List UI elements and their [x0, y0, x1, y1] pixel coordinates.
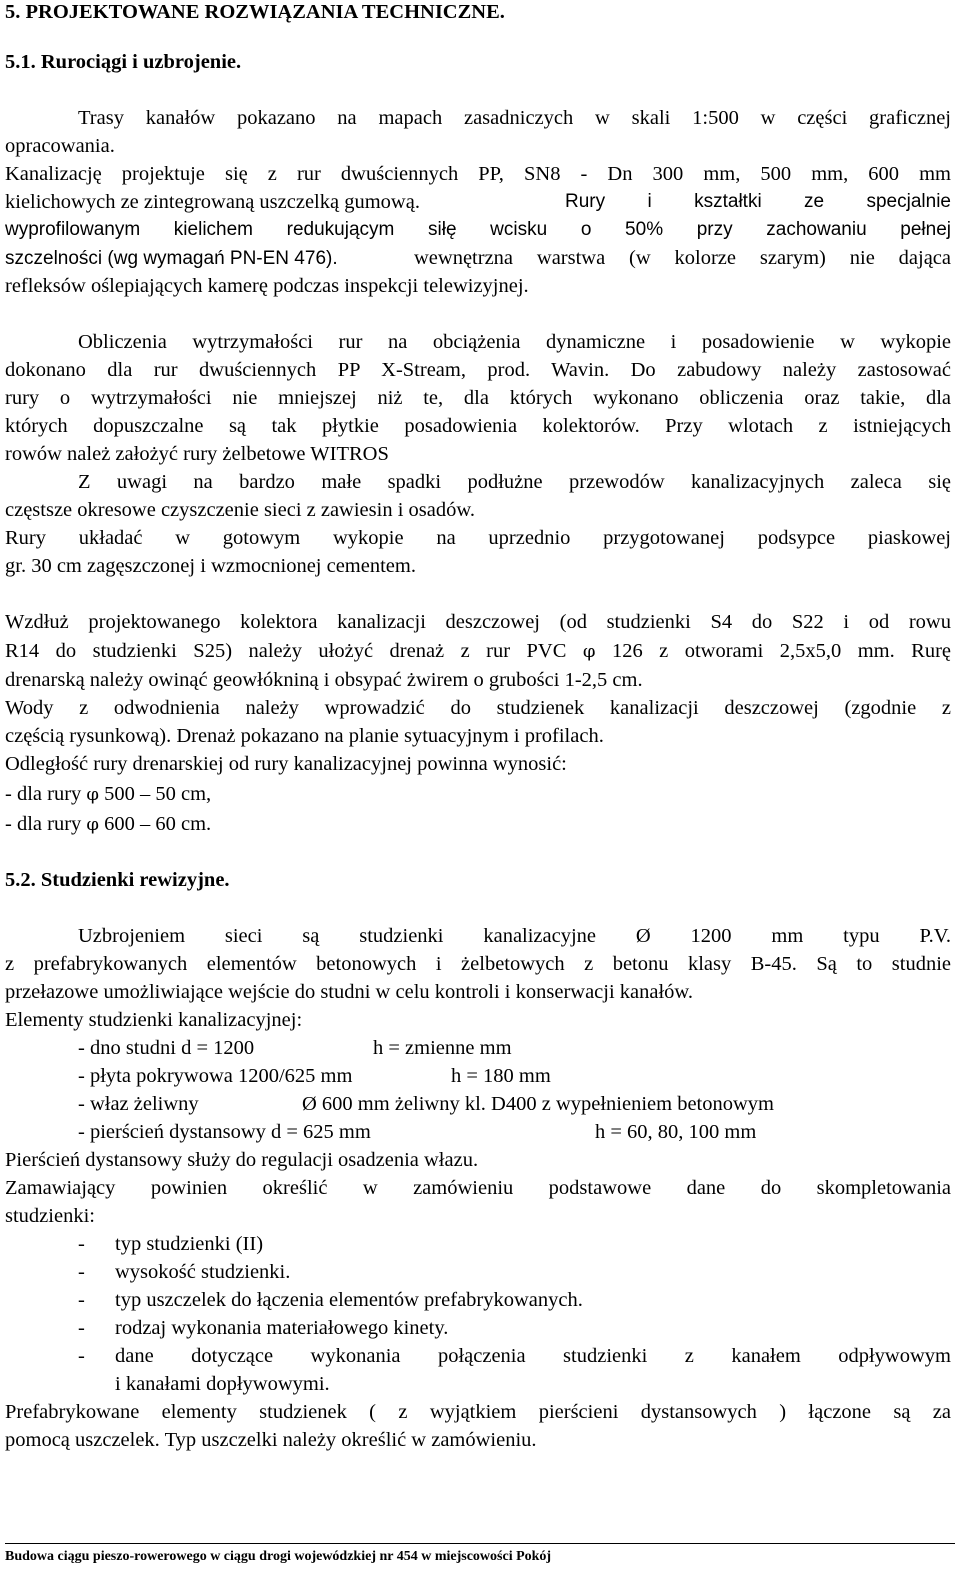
page-footer: Budowa ciągu pieszo-rowerowego w ciągu drogi wojewódzkiej nr 454 w miejscowości Pokój — [5, 1549, 552, 1564]
text-line: Wody z odwodnienia należy wprowadzić do studzienek kanalizacji deszczowej (zgodnie z — [5, 697, 951, 719]
text-line: Obliczenia wytrzymałości rur na obciążenia dynamiczne i posadowienie w wykopie — [78, 331, 951, 353]
list-dash: - — [78, 1233, 85, 1255]
text-line: Zamawiający powinien określić w zamówieniu podstawowe dane do skompletowania — [5, 1177, 951, 1199]
text-line: Pierścień dystansowy służy do regulacji osadzenia włazu. — [5, 1149, 479, 1171]
text-line: refleksów oślepiających kamerę podczas inspekcji telewizyjnej. — [5, 275, 529, 297]
text-line: Trasy kanałów pokazano na mapach zasadniczych w skali 1:500 w części graficznej — [78, 107, 951, 129]
list-dash: - — [78, 1289, 85, 1311]
text-line: Wzdłuż projektowanego kolektora kanalizacji deszczowej (od studzienki S4 do S22 i od rowu — [5, 611, 951, 633]
text-line — [5, 780, 951, 809]
text-span: R14 do studzienki S25) należy ułożyć drenaż z rur PVC — [5, 640, 567, 662]
text-line: Rury układać w gotowym wykopie na uprzednio przygotowanej podsypce piaskowej — [5, 527, 951, 549]
text-span: - dla rury — [5, 783, 82, 805]
list-item-text: typ studzienki (II) — [115, 1233, 264, 1255]
list-dash: - — [78, 1345, 85, 1367]
text-line: studzienki: — [5, 1205, 95, 1227]
text-line: Elementy studzienki kanalizacyjnej: — [5, 1009, 303, 1031]
footer-divider — [5, 1543, 955, 1544]
element-name: - dno studni d = 1200 — [78, 1037, 255, 1059]
text-line: Odległość rury drenarskiej od rury kanalizacyjnej powinna wynosić: — [5, 753, 567, 775]
element-name: - płyta pokrywowa 1200/625 mm — [78, 1065, 353, 1087]
text-span: szczelności (wg wymagań PN-EN 476). — [5, 248, 338, 269]
text-span: Rury i kształtki ze specjalnie — [565, 191, 951, 212]
text-line: wyprofilowanym kielichem redukującym siłę wcisku o 50% przy zachowaniu pełnej — [5, 219, 951, 240]
element-value: h = 60, 80, 100 mm — [595, 1121, 757, 1143]
text-line: częstsze okresowe czyszczenie sieci z zawiesin i osadów. — [5, 499, 475, 521]
text-line: przełazowe umożliwiające wejście do studni w celu kontroli i konserwacji kanałów. — [5, 981, 694, 1003]
text-line: dokonano dla rur dwuściennych PP X-Stream, prod. Wavin. Do zabudowy należy zastosować — [5, 359, 951, 381]
text-line: Prefabrykowane elementy studzienek ( z wyjątkiem pierścieni dystansowych ) łączone są za — [5, 1401, 951, 1423]
text-line — [5, 810, 951, 839]
text-line: drenarską należy owinąć geowłókniną i obsypać żwirem o grubości 1-2,5 cm. — [5, 669, 643, 691]
text-span: 126 z otworami 2,5x5,0 mm. Rurę — [611, 640, 952, 662]
text-line: rury o wytrzymałości nie mniejszej niż te, dla których wykonano obliczenia oraz takie, dla — [5, 387, 951, 409]
text-span: kielichowych ze zintegrowaną uszczelką gumową. — [5, 191, 420, 213]
list-dash: - — [78, 1317, 85, 1339]
diameter-symbol: φ — [86, 784, 100, 805]
text-line: Z uwagi na bardzo małe spadki podłużne przewodów kanalizacyjnych zaleca się — [78, 471, 951, 493]
element-value: Ø 600 mm żeliwny kl. D400 z wypełnieniem betonowym — [302, 1093, 774, 1115]
text-span: 500 – 50 cm, — [104, 783, 212, 805]
list-dash: - — [78, 1261, 85, 1283]
text-line: gr. 30 cm zagęszczonej i wzmocnionej cementem. — [5, 555, 416, 577]
list-item-text: dane dotyczące wykonania połączenia studzienki z kanałem odpływowym — [115, 1345, 951, 1367]
element-value: h = 180 mm — [451, 1065, 551, 1087]
chapter-heading: 5. PROJEKTOWANE ROZWIĄZANIA TECHNICZNE. — [5, 1, 505, 23]
list-item-text: typ uszczelek do łączenia elementów prefabrykowanych. — [115, 1289, 583, 1311]
text-span: wewnętrzna warstwa (w kolorze szarym) nie dająca — [414, 247, 951, 269]
text-line: Kanalizację projektuje się z rur dwuściennych PP, SN8 - Dn 300 mm, 500 mm, 600 mm — [5, 163, 951, 185]
text-line: Uzbrojeniem sieci są studzienki kanalizacyjne Ø 1200 mm typu P.V. — [78, 925, 951, 947]
list-item-text: rodzaj wykonania materiałowego kinety. — [115, 1317, 449, 1339]
text-line: opracowania. — [5, 135, 115, 157]
diameter-symbol: φ — [86, 814, 100, 835]
text-span: 600 – 60 cm. — [104, 813, 212, 835]
section-heading-5-2: 5.2. Studzienki rewizyjne. — [5, 869, 230, 891]
text-line: pomocą uszczelek. Typ uszczelki należy określić w zamówieniu. — [5, 1429, 537, 1451]
section-heading-5-1: 5.1. Rurociągi i uzbrojenie. — [5, 51, 242, 73]
text-line — [5, 637, 951, 666]
text-span: - dla rury — [5, 813, 82, 835]
text-line — [5, 188, 951, 216]
list-item-continuation: i kanałami dopływowymi. — [115, 1373, 330, 1395]
text-line — [5, 244, 951, 273]
text-line: z prefabrykowanych elementów betonowych i żelbetowych z betonu klasy B-45. Są to studnie — [5, 953, 951, 975]
diameter-symbol: φ — [582, 641, 596, 662]
text-line: rowów należ założyć rury żelbetowe WITROS — [5, 443, 389, 465]
element-name: - właz żeliwny — [78, 1093, 199, 1115]
list-item-text: wysokość studzienki. — [115, 1261, 291, 1283]
text-line: częścią rysunkową). Drenaż pokazano na planie sytuacyjnym i profilach. — [5, 725, 604, 747]
element-name: - pierścień dystansowy d = 625 mm — [78, 1121, 371, 1143]
text-line: których dopuszczalne są tak płytkie posadowienia kolektorów. Przy wlotach z istniejących — [5, 415, 951, 437]
element-value: h = zmienne mm — [373, 1037, 512, 1059]
